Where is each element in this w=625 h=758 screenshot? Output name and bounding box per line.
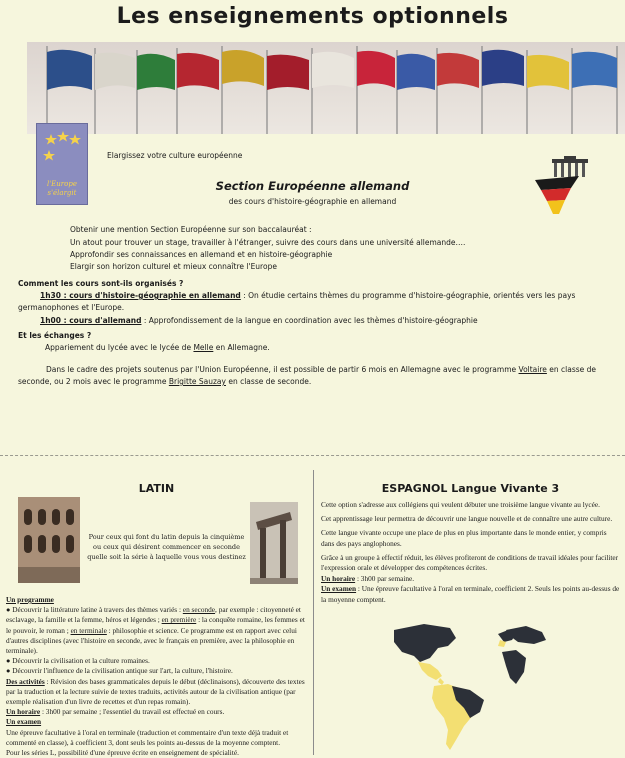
course-histgeo-label: 1h30 : cours d'histoire-géographie en allemand xyxy=(40,291,241,300)
exchange-post: en Allemagne. xyxy=(213,343,270,352)
latin-programme-heading: Un programme xyxy=(6,595,54,604)
espagnol-paragraph-2: Cet apprentissage leur permettra de découvrir une langue nouvelle et de connaître une autre culture. xyxy=(321,514,613,524)
course-histgeo-text2: germanophones et l'Europe. xyxy=(18,303,125,312)
eu-mid: en classe de seconde, ou 2 mois avec le programme xyxy=(18,365,597,386)
eu-programmes-text xyxy=(18,364,620,388)
espagnol-title: ESPAGNOL Langue Vivante 3 xyxy=(381,482,560,495)
espagnol-paragraph-1: Cette option s'adresse aux collégiens qui veulent débuter une troisième langue vivante au lycée. xyxy=(321,500,600,509)
voltaire-programme: Voltaire xyxy=(518,365,547,374)
espagnol-paragraph-4: Grâce à un groupe à effectif réduit, les élèves profiteront de conditions de travail idéales pour faciliter l'expression orale et développer des compétences écrites. xyxy=(321,552,619,573)
espagnol-body xyxy=(321,500,621,605)
benefit-2: Un atout pour trouver un stage, travailler à l'étranger, suivre des cours dans une université allemande…. xyxy=(70,238,466,247)
latin-programme-item-3: ● Découvrir l'influence de la civilisation antique sur l'art, la culture, l'histoire. xyxy=(6,666,233,676)
espagnol-paragraph-3: Cette langue vivante occupe une place de plus en plus importante dans le monde entier, y compris dans des pays anglophones. xyxy=(321,528,607,548)
page-title: Les enseignements optionnels xyxy=(116,4,509,29)
tagline: Elargissez votre culture européenne xyxy=(107,151,243,160)
courses-question: Comment les cours sont-ils organisés ? xyxy=(18,279,184,288)
course-allemand-text: : Approfondissement de la langue en coordination avec les thèmes d'histoire-géographie xyxy=(141,316,478,325)
exchange-text xyxy=(45,342,270,354)
logo-caption-1: l'Europe xyxy=(47,180,77,188)
latin-programme-item-2: ● Découvrir la civilisation et la culture romaines. xyxy=(6,656,150,666)
benefit-4: Elargir son horizon culturel et mieux connaître l'Europe xyxy=(70,262,277,271)
espagnol-horaire: Un horaire : 3h00 par semaine. xyxy=(321,574,415,584)
benefit-3: Approfondir ses connaissances en allemand et en histoire-géographie xyxy=(70,250,333,259)
course-histgeo xyxy=(18,290,618,314)
latin-horaire: Un horaire : 3h00 par semaine ; l'essentiel du travail est effectué en cours. xyxy=(6,707,225,717)
course-allemand-label: 1h00 : cours d'allemand xyxy=(40,316,142,325)
ancient-ruin-photo xyxy=(250,502,298,584)
latin-examen-heading: Un examen xyxy=(6,717,42,727)
eu-post: en classe de seconde. xyxy=(225,377,312,386)
column-divider xyxy=(313,470,314,755)
section-divider xyxy=(0,455,625,456)
latin-serie-l: Pour les séries L, possibilité d'une épreuve écrite en enseignement de spécialité. xyxy=(6,748,239,758)
european-flags-photo xyxy=(27,42,625,134)
brigitte-sauzay-programme: Brigitte Sauzay xyxy=(168,377,226,386)
latin-examen-text: Une épreuve facultative à l'oral en terminale (traduction et commentaire d'un texte déjà traduit et commenté en classe), à coefficient 3, dont seuls les points au-dessus de la moyenne comptent. xyxy=(6,727,289,747)
latin-intro: Pour ceux qui font du latin depuis la cinquième ou ceux qui désirent commencer en seconde quelle soit la série à laquelle vous vous destinez xyxy=(87,533,246,561)
section-europeenne-title: Section Européenne allemand xyxy=(215,179,410,193)
latin-title: LATIN xyxy=(138,482,175,495)
latin-programme-item-1: ● Découvrir la littérature latine à travers des thèmes variés : en seconde, par exemple : citoyenneté et esclavage, la famille et la femme, héros et légendes ; en première : la conquête romaine, les femmes et le pouvoir, le roman ; en terminale : philosophie et science. Ce programme est en rapport avec celui d'autres disciplines (avec l'histoire en seconde, avec le français en première, avec la philosophie en terminale). xyxy=(6,605,305,656)
benefit-1: Obtenir une mention Section Européenne sur son baccalauréat : xyxy=(70,225,312,234)
exchange-city: Melle xyxy=(193,343,214,352)
espagnol-examen: Un examen : Une épreuve facultative à l'oral en terminale, coefficient 2. Seuls les points au-dessus de la moyenne comptent. xyxy=(321,584,620,604)
eu-pre: Dans le cadre des projets soutenus par l'Union Européenne, il est possible de partir 6 mois en Allemagne avec le programme xyxy=(46,365,519,374)
latin-activites: Des activités : Révision des bases grammaticales depuis le début (déclinaisons), découverte des textes par la traduction et la lecture suivie de textes traduits, activités autour de la civilisation antique (par exemple réalisation d'un livre de recettes et d'un repas romain). xyxy=(6,676,305,707)
logo-caption-2: s'élargit xyxy=(47,189,77,197)
course-histgeo-text: : On étudie certains thèmes du programme d'histoire-géographie, orientés vers les pays xyxy=(240,291,576,300)
exchanges-question: Et les échanges ? xyxy=(18,331,92,340)
course-allemand xyxy=(40,315,620,327)
section-europeenne-subtitle: des cours d'histoire-géographie en allemand xyxy=(228,197,397,206)
colosseum-photo xyxy=(18,497,80,583)
spanish-speaking-world-map xyxy=(390,618,550,754)
latin-body xyxy=(6,595,310,758)
brandenburg-gate-icon xyxy=(548,156,592,178)
exchange-pre: Appariement du lycée avec le lycée de xyxy=(45,343,194,352)
